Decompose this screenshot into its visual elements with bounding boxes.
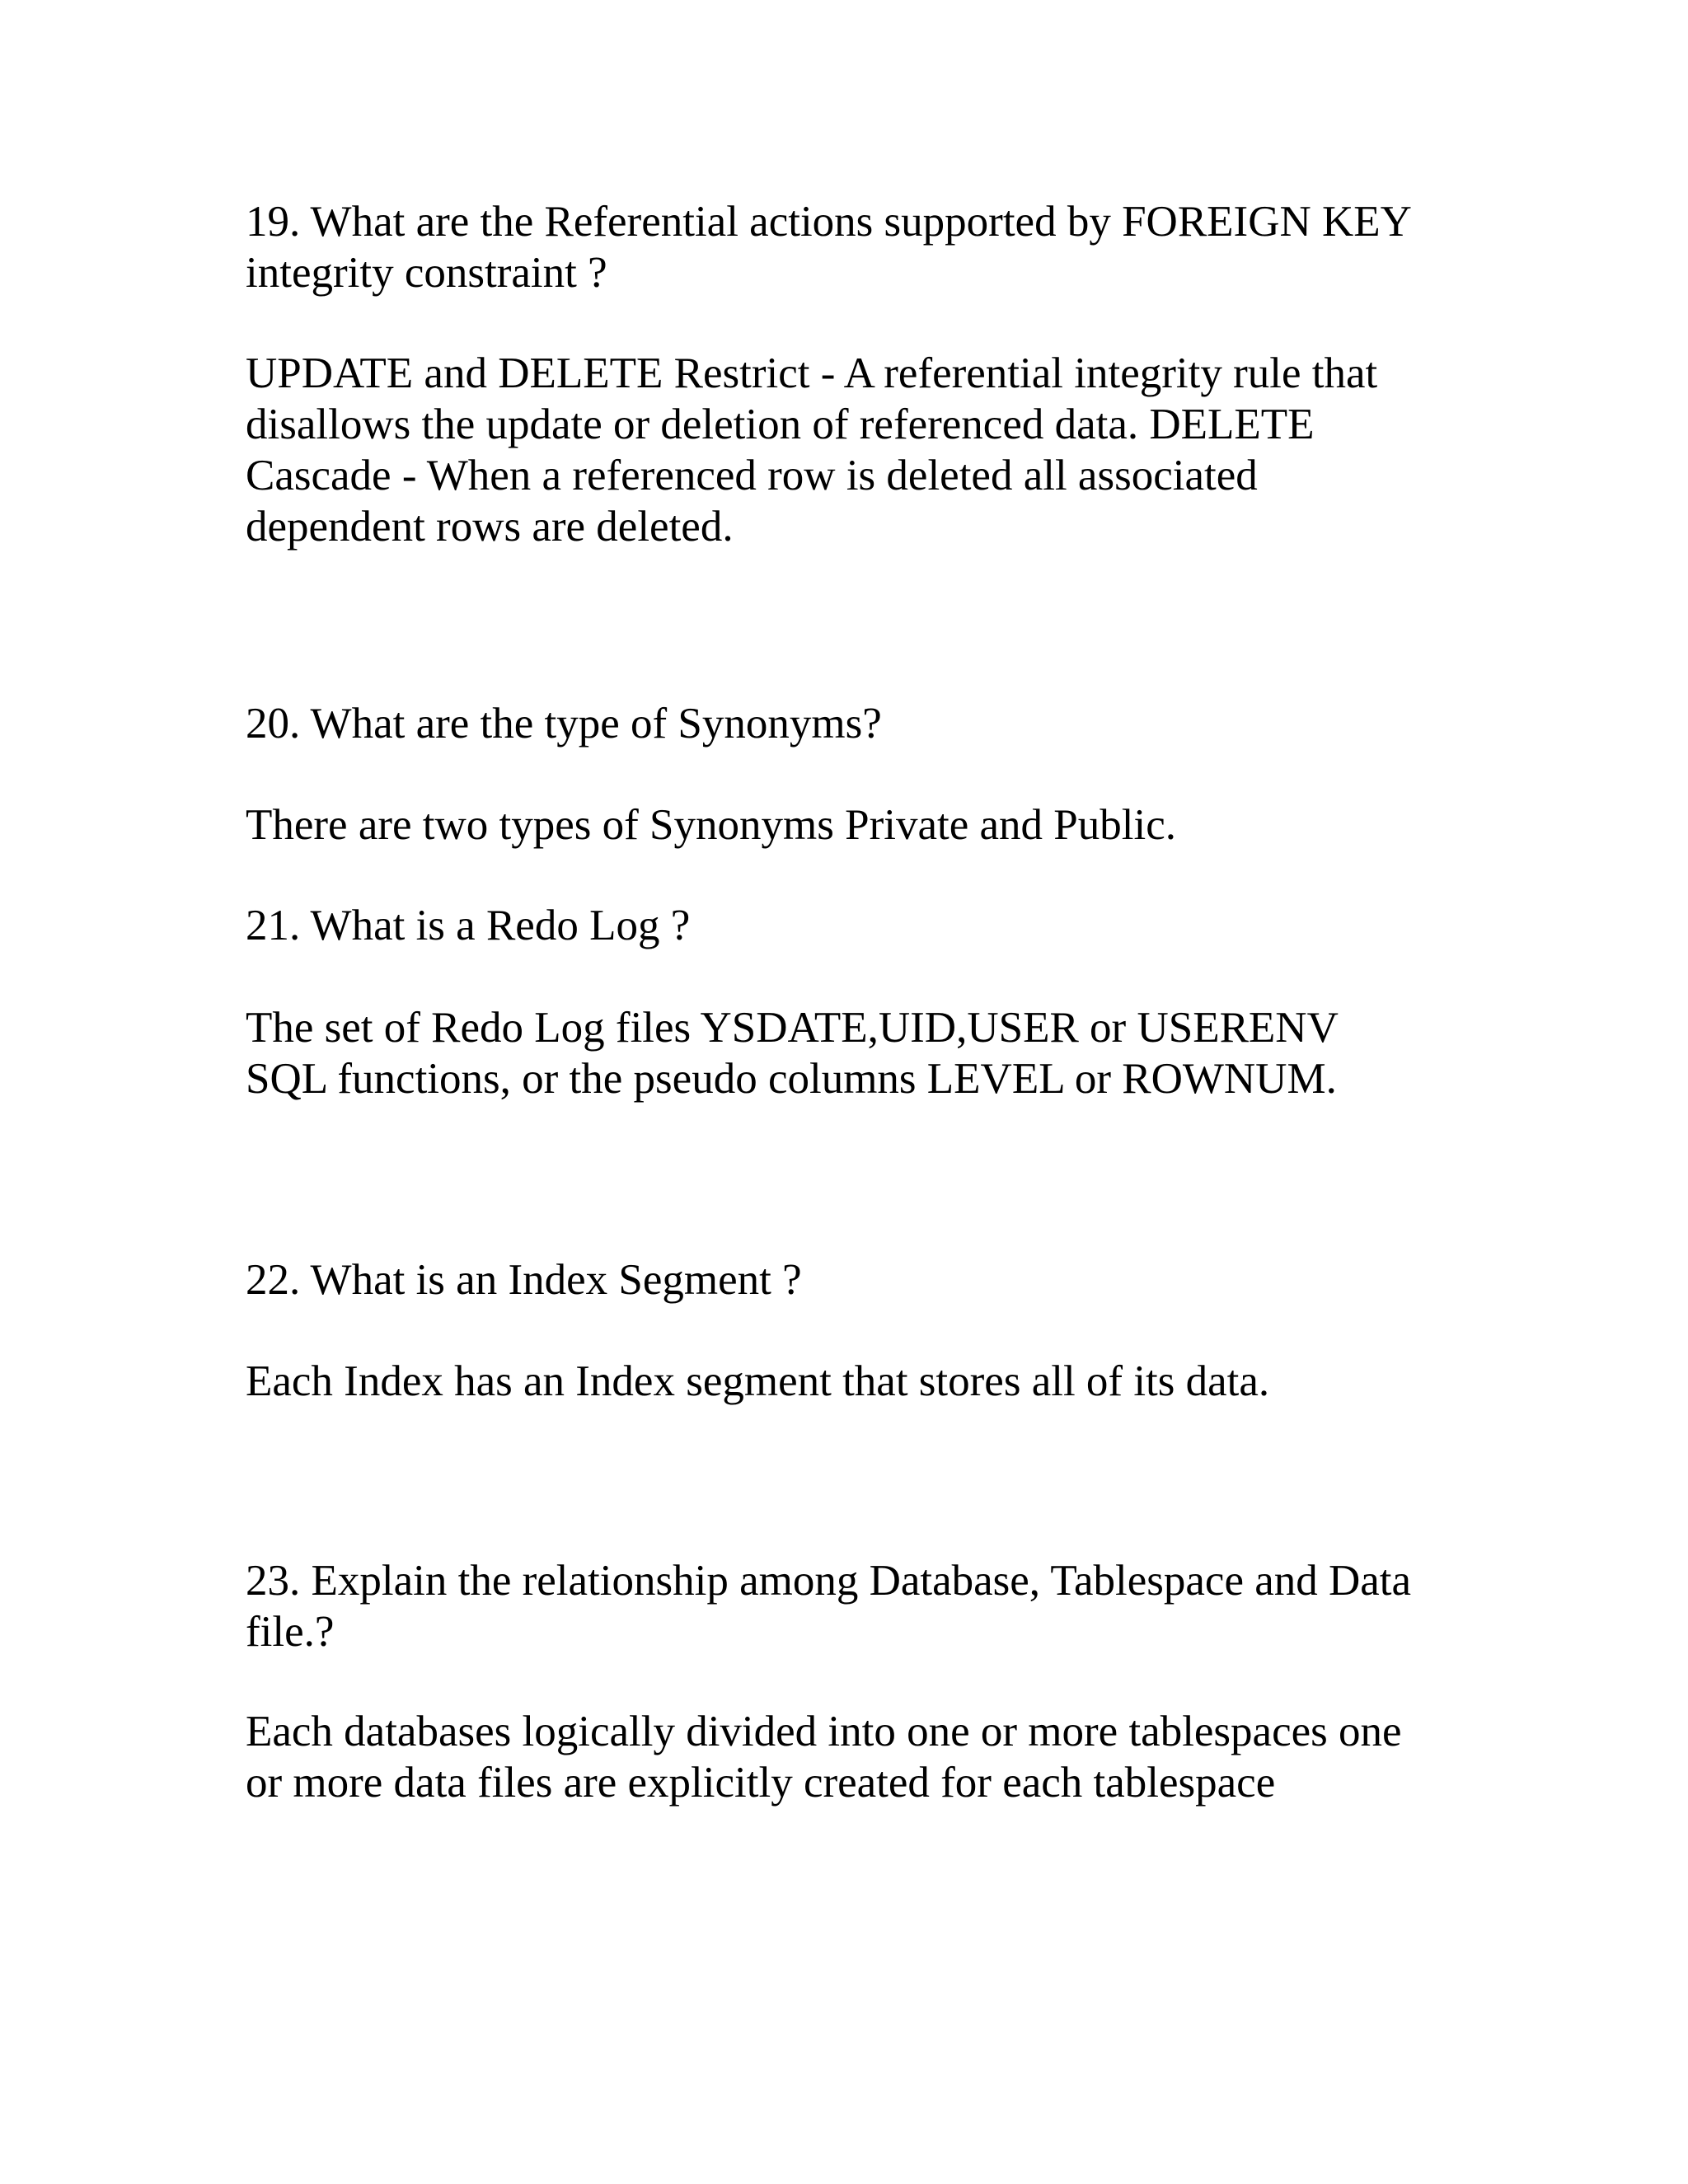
answer-21: The set of Redo Log files YSDATE,UID,USER or USERENV SQL functions, or the pseudo columns LEVEL or ROWNUM.: [246, 1004, 1339, 1103]
question-20: 20. What are the type of Synonyms?: [246, 700, 882, 748]
question-19: 19. What are the Referential actions supported by FOREIGN KEY integrity constraint ?: [246, 198, 1412, 297]
question-23: 23. Explain the relationship among Database, Tablespace and Data file.?: [246, 1557, 1412, 1656]
answer-20: There are two types of Synonyms Private and Public.: [246, 801, 1176, 849]
question-21: 21. What is a Redo Log ?: [246, 902, 691, 949]
answer-19: UPDATE and DELETE Restrict - A referential integrity rule that disallows the update or deletion of referenced data. DELETE Cascade - When a referenced row is deleted all associated dependent rows are deleted.: [246, 349, 1378, 551]
answer-23: Each databases logically divided into one or more tablespaces one or more data files are explicitly created for each tablespace: [246, 1708, 1402, 1807]
answer-22: Each Index has an Index segment that stores all of its data.: [246, 1357, 1270, 1405]
question-22: 22. What is an Index Segment ?: [246, 1256, 802, 1304]
